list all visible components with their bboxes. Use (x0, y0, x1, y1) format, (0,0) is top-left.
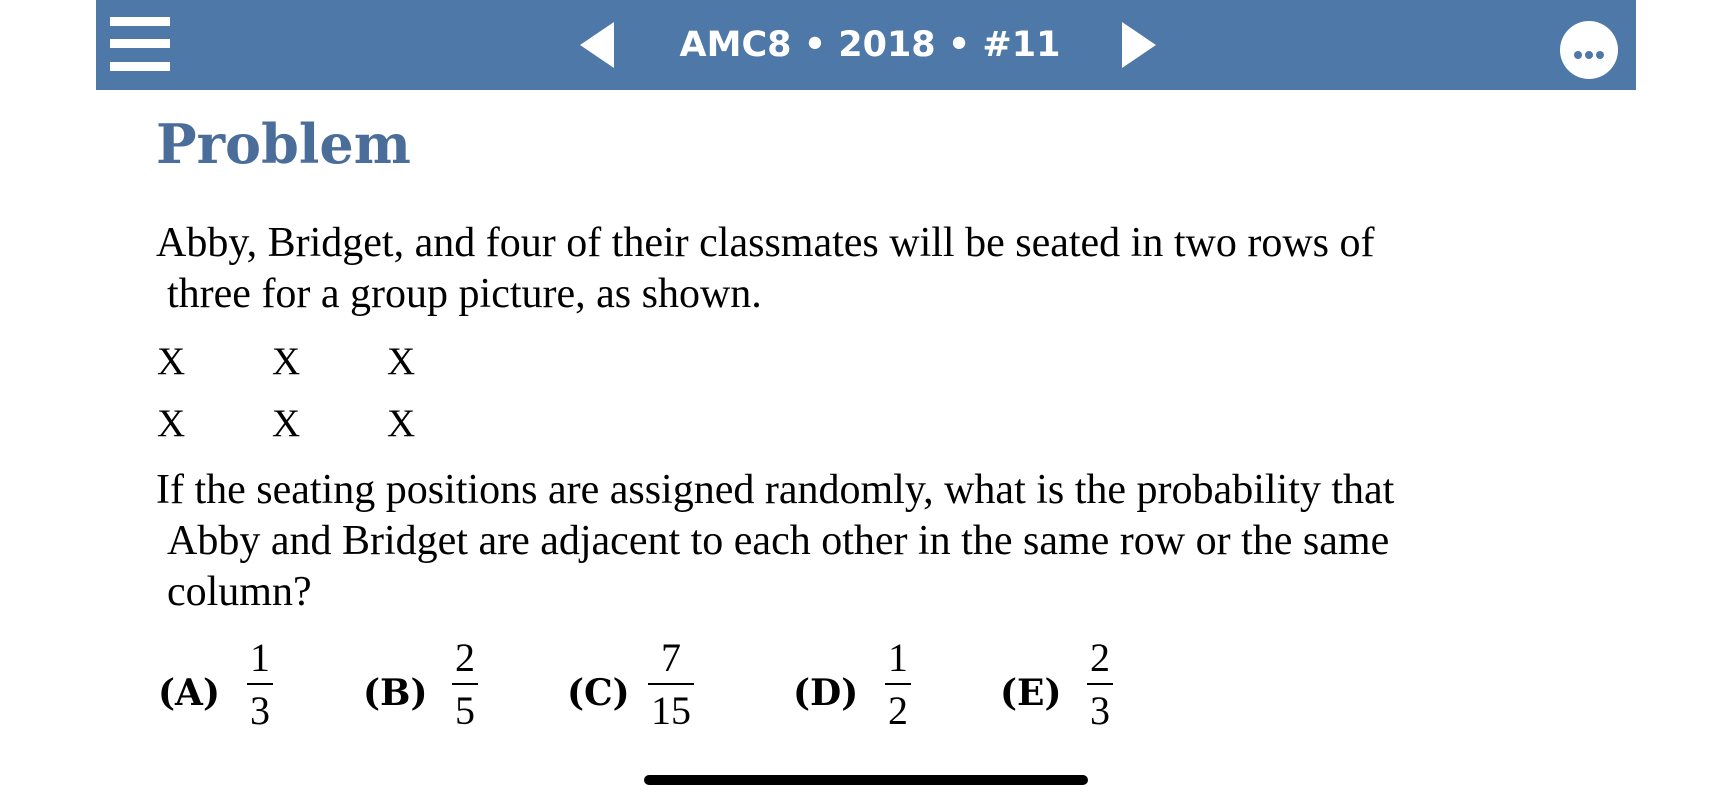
seat-marker: X (272, 340, 301, 383)
fraction-bar (648, 683, 694, 685)
choice-label: (A) (158, 672, 220, 714)
ellipsis-dot (1596, 51, 1604, 59)
choice-label: (B) (363, 672, 428, 714)
answer-choice-e (1000, 636, 1130, 746)
seat-marker: X (157, 402, 186, 445)
fraction-bar (885, 683, 911, 685)
choice-fraction (435, 636, 495, 733)
next-problem-button[interactable] (1118, 20, 1158, 70)
choice-fraction (868, 636, 928, 733)
fraction-numerator: 2 (455, 635, 475, 680)
triangle-right-icon (1118, 20, 1158, 70)
choice-label: (D) (793, 672, 859, 714)
more-options-button[interactable] (1560, 21, 1618, 79)
answer-choice-b (363, 636, 493, 746)
menu-bar-line (110, 39, 170, 48)
choice-fraction (230, 636, 290, 733)
question-line-3: column? (167, 569, 312, 615)
problem-title: AMC8 • 2018 • #11 (679, 25, 1061, 65)
intro-line-1: Abby, Bridget, and four of their classmates will be seated in two rows of (156, 220, 1375, 266)
ellipsis-dot (1574, 51, 1582, 59)
fraction-denominator: 5 (455, 688, 475, 733)
fraction-numerator: 1 (888, 635, 908, 680)
menu-bar-line (110, 62, 170, 71)
fraction-bar (452, 683, 478, 685)
seat-marker: X (157, 340, 186, 383)
choice-label: (E) (1000, 672, 1062, 714)
section-heading: Problem (156, 112, 411, 176)
seat-marker: X (272, 402, 301, 445)
fraction-denominator: 3 (250, 688, 270, 733)
hamburger-menu-icon[interactable] (110, 17, 170, 71)
fraction-denominator: 2 (888, 688, 908, 733)
choice-fraction (641, 636, 701, 733)
ellipsis-dot (1585, 51, 1593, 59)
fraction-bar (1087, 683, 1113, 685)
answer-choice-c (567, 636, 707, 746)
seat-marker: X (387, 402, 416, 445)
seat-marker: X (387, 340, 416, 383)
question-line-2: Abby and Bridget are adjacent to each other in the same row or the same (167, 518, 1390, 564)
fraction-numerator: 2 (1090, 635, 1110, 680)
choice-fraction (1070, 636, 1130, 733)
answer-choice-d (793, 636, 923, 746)
choice-label: (C) (567, 672, 630, 714)
fraction-denominator: 3 (1090, 688, 1110, 733)
problem-intro-text (156, 218, 1536, 320)
fraction-numerator: 1 (250, 635, 270, 680)
triangle-left-icon (578, 20, 618, 70)
fraction-denominator: 15 (651, 688, 691, 733)
question-line-1: If the seating positions are assigned randomly, what is the probability that (156, 467, 1395, 513)
problem-question-text (156, 465, 1536, 618)
fraction-bar (247, 683, 273, 685)
home-indicator[interactable] (644, 775, 1088, 785)
fraction-numerator: 7 (661, 635, 681, 680)
previous-problem-button[interactable] (578, 20, 618, 70)
intro-line-2: three for a group picture, as shown. (167, 271, 762, 317)
menu-bar-line (110, 17, 170, 26)
answer-choice-a (158, 636, 290, 746)
